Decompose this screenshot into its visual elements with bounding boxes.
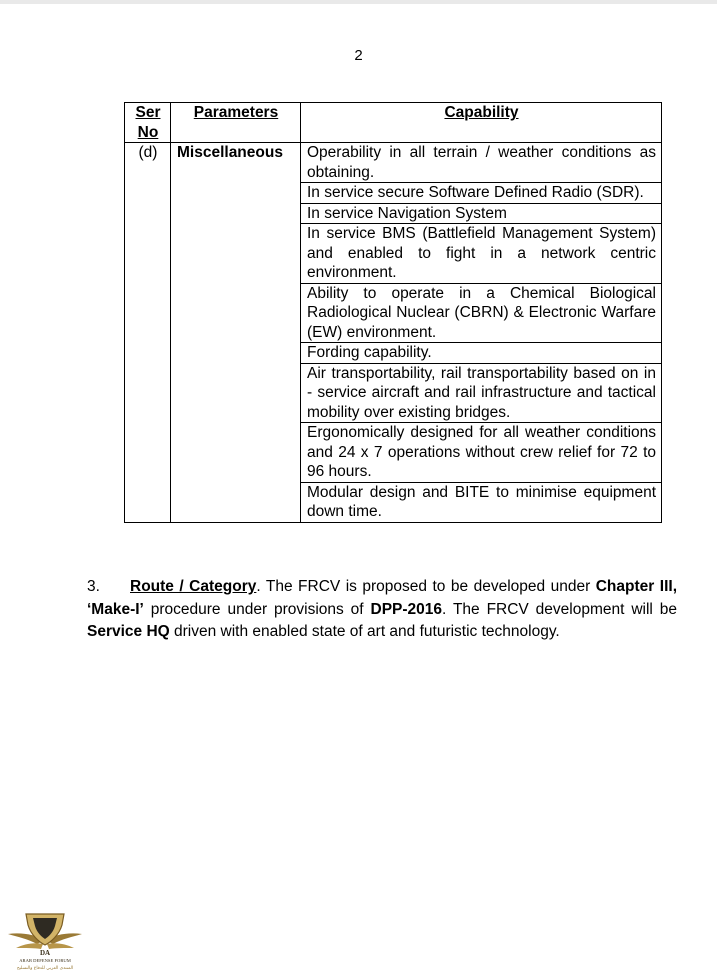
- paragraph-3: [87, 576, 677, 644]
- arab-defense-forum-logo: [2, 908, 88, 972]
- paragraph-bold-text: DPP-2016: [370, 600, 443, 618]
- paragraph-bold-text: Chapter III, ‘Make-I’: [87, 578, 677, 618]
- table-row: [125, 143, 662, 183]
- eagle-wings-icon: [8, 914, 82, 949]
- capability-cell: In service Navigation System: [301, 203, 662, 224]
- logo-arabic: المنتدى العربي للدفاع والتسليح: [16, 966, 74, 971]
- top-strip: [0, 0, 717, 4]
- capability-cell: In service BMS (Battlefield Management System) and enabled to fight in a network centric environment.: [301, 224, 662, 284]
- capability-cell: In service secure Software Defined Radio (SDR).: [301, 183, 662, 204]
- paragraph-text: . The FRCV development will be: [442, 600, 677, 618]
- header-capability: Capability: [301, 103, 662, 143]
- capability-cell: Fording capability.: [301, 343, 662, 364]
- capability-cell: Operability in all terrain / weather conditions as obtaining.: [301, 143, 662, 183]
- header-ser-no: [125, 103, 171, 143]
- header-parameters: Parameters: [171, 103, 301, 143]
- table-header-row: [125, 103, 662, 143]
- header-ser-line1: Ser: [135, 104, 161, 121]
- header-ser-line2: No: [137, 123, 159, 141]
- parameter-cell: Miscellaneous: [171, 143, 301, 523]
- paragraph-text: procedure under provisions of: [143, 600, 371, 618]
- capability-cell: Ergonomically designed for all weather conditions and 24 x 7 operations without crew relief for 72 to 96 hours.: [301, 423, 662, 483]
- logo-letters: DA: [39, 949, 51, 957]
- paragraph-text: driven with enabled state of art and futuristic technology.: [169, 623, 560, 640]
- paragraph-heading: Route / Category: [130, 578, 257, 595]
- page-number: 2: [354, 47, 363, 64]
- paragraph-text: . The FRCV is proposed to be developed under: [256, 578, 596, 595]
- capability-cell: Ability to operate in a Chemical Biological Radiological Nuclear (CBRN) & Electronic Warfare (EW) environment.: [301, 283, 662, 343]
- paragraph-bold-text: Service HQ: [87, 623, 170, 640]
- logo-name: ARAB DEFENSE FORUM: [19, 958, 71, 963]
- ser-cell: (d): [125, 143, 171, 523]
- capability-table: [124, 102, 662, 523]
- paragraph-number: 3.: [87, 578, 100, 595]
- capability-cell: Air transportability, rail transportability based on in - service aircraft and rail infrastructure and tactical mobility over existing bridges.: [301, 363, 662, 423]
- capability-cell: Modular design and BITE to minimise equipment down time.: [301, 482, 662, 522]
